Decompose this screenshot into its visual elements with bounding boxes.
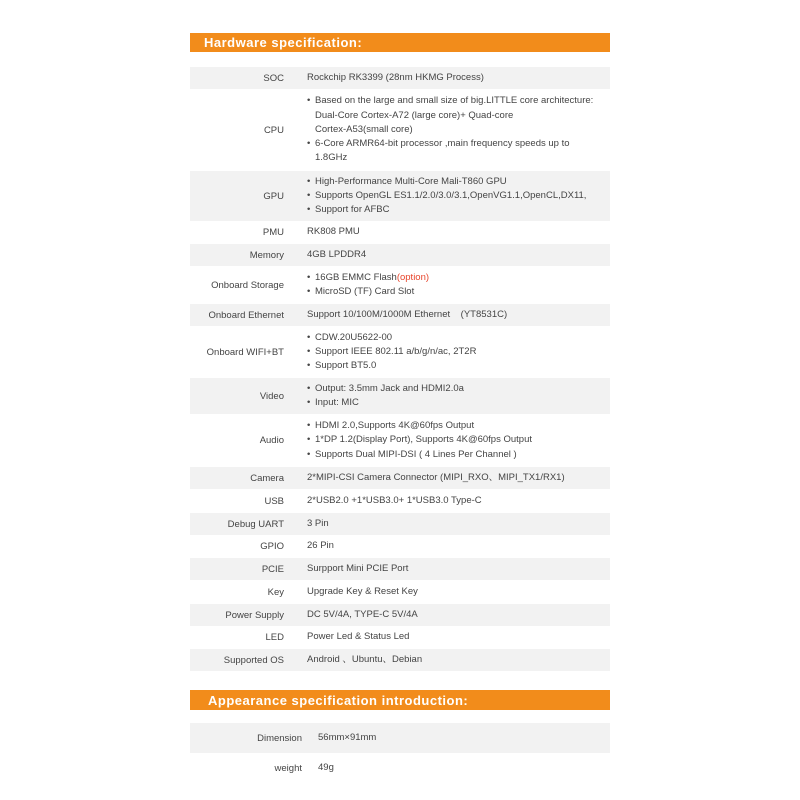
list-item: • HDMI 2.0,Supports 4K@60fps Output — [307, 419, 610, 433]
spec-label: Dimension — [257, 732, 302, 744]
list-item: • MicroSD (TF) Card Slot — [307, 285, 610, 299]
spec-row-os — [190, 649, 610, 672]
spec-label: Power Supply — [225, 609, 284, 621]
spec-row-wifi — [190, 327, 610, 378]
bullet-icon: • — [307, 360, 311, 372]
spec-row-led — [190, 627, 610, 649]
bullet-icon: • — [307, 345, 311, 357]
spec-value: 26 Pin — [307, 540, 334, 552]
spec-label: Debug UART — [227, 518, 284, 530]
spec-row-pcie — [190, 558, 610, 581]
list-item: • Support BT5.0 — [307, 359, 610, 373]
spec-label: Supported OS — [223, 654, 284, 666]
hardware-spec-table — [190, 67, 610, 672]
spec-row-power — [190, 604, 610, 627]
bullet-icon: • — [307, 382, 311, 394]
spec-value — [296, 327, 610, 377]
spec-row-pmu — [190, 222, 610, 244]
bullet-icon: • — [307, 397, 311, 408]
bullet-icon: • — [307, 286, 311, 297]
list-item: • 6-Core ARMR64-bit processor ,main frequency speeds up to — [307, 137, 610, 151]
list-item: 1.8GHz — [315, 152, 348, 164]
list-item: • CDW.20U5622-00 — [307, 331, 610, 345]
spec-row-gpu — [190, 171, 610, 222]
spec-value: Power Led & Status Led — [307, 631, 410, 643]
spec-label: Camera — [250, 472, 284, 484]
list-item: • Input: MIC — [307, 396, 610, 410]
spec-row-gpio — [190, 536, 610, 558]
spec-value: Support 10/100M/1000M Ethernet (YT8531C) — [307, 308, 508, 320]
spec-value — [296, 267, 610, 303]
spec-label: CPU — [263, 124, 284, 136]
spec-value: 2*USB2.0 +1*USB3.0+ 1*USB3.0 Type-C — [307, 494, 482, 506]
spec-label: LED — [265, 632, 284, 643]
spec-label: Video — [259, 390, 284, 402]
spec-value: 56mm×91mm — [318, 731, 377, 743]
bullet-icon: • — [307, 331, 311, 343]
option-note: (option) — [396, 271, 430, 283]
spec-label: SOC — [263, 72, 284, 84]
spec-label: Memory — [249, 249, 284, 261]
spec-value: Upgrade Key & Reset Key — [307, 585, 418, 597]
spec-row-memory — [190, 244, 610, 267]
list-item: • Supports OpenGL ES1.1/2.0/3.0/3.1,OpenVG1.1,OpenCL,DX11, — [307, 189, 610, 203]
spec-row-key — [190, 581, 610, 604]
appearance-spec-title: Appearance specification introduction: — [208, 692, 469, 708]
bullet-icon: • — [307, 420, 311, 432]
spec-value — [296, 171, 610, 221]
spec-row-storage — [190, 267, 610, 304]
spec-label: GPIO — [260, 541, 284, 552]
appearance-spec-header — [190, 690, 610, 710]
spec-row-video — [190, 378, 610, 415]
spec-row-camera — [190, 467, 610, 490]
spec-label: USB — [264, 495, 284, 507]
list-item: Dual-Core Cortex-A72 (large core)+ Quad-core — [315, 109, 514, 121]
spec-value — [296, 378, 610, 414]
bullet-icon: • — [307, 448, 311, 460]
spec-row-audio — [190, 415, 610, 467]
spec-label: Onboard Ethernet — [208, 309, 284, 321]
spec-label: Key — [267, 586, 284, 598]
bullet-icon: • — [307, 138, 311, 150]
list-item: • Based on the large and small size of big.LITTLE core architecture: — [307, 94, 610, 108]
spec-value: RK808 PMU — [307, 226, 360, 238]
bullet-icon: • — [307, 204, 311, 216]
hardware-spec-header — [190, 33, 610, 52]
spec-value: 2*MIPI-CSI Camera Connector (MIPI_RXO、MIPI_TX1/RX1) — [307, 471, 565, 483]
spec-value: 3 Pin — [307, 517, 329, 529]
spec-row-cpu — [190, 90, 610, 171]
spec-value — [296, 415, 610, 466]
list-item: • 1*DP 1.2(Display Port), Supports 4K@60fps Output — [307, 433, 610, 447]
spec-label: GPU — [263, 190, 284, 202]
appearance-spec-table — [190, 723, 610, 784]
spec-value: 4GB LPDDR4 — [307, 248, 367, 260]
spec-label: weight — [274, 763, 302, 774]
spec-value — [296, 90, 610, 170]
spec-value: Android 、Ubuntu、Debian — [307, 653, 423, 665]
spec-value: DC 5V/4A, TYPE-C 5V/4A — [307, 608, 418, 620]
list-item: • High-Performance Multi-Core Mali-T860 GPU — [307, 175, 610, 189]
bullet-icon: • — [307, 189, 311, 201]
bullet-icon: • — [307, 175, 311, 187]
spec-label: PCIE — [261, 563, 284, 575]
list-item: • Support for AFBC — [307, 203, 610, 217]
spec-value: 49g — [318, 762, 334, 774]
hardware-spec-title: Hardware specification: — [204, 35, 363, 50]
spec-row-ethernet — [190, 304, 610, 327]
spec-row-uart — [190, 513, 610, 536]
spec-row-dimension — [190, 723, 610, 754]
list-item: • Supports Dual MIPI-DSI ( 4 Lines Per Channel ) — [307, 448, 610, 462]
list-item: • Support IEEE 802.11 a/b/g/n/ac, 2T2R — [307, 345, 610, 359]
spec-value: Rockchip RK3399 (28nm HKMG Process) — [307, 71, 484, 83]
bullet-icon: • — [307, 95, 311, 107]
bullet-icon: • — [307, 434, 311, 446]
spec-label: PMU — [262, 227, 284, 238]
spec-row-weight — [190, 754, 610, 784]
list-item: • Output: 3.5mm Jack and HDMI2.0a — [307, 382, 610, 396]
spec-label: Onboard WIFI+BT — [206, 346, 284, 358]
spec-label: Onboard Storage — [211, 279, 284, 291]
list-item: Cortex-A53(small core) — [315, 123, 413, 135]
spec-label: Audio — [259, 435, 284, 446]
bullet-icon: • — [307, 271, 311, 283]
spec-value: Surpport Mini PCIE Port — [307, 562, 409, 574]
spec-row-soc — [190, 67, 610, 90]
spec-row-usb — [190, 490, 610, 513]
list-item: • 16GB EMMC Flash (option) — [307, 271, 610, 285]
